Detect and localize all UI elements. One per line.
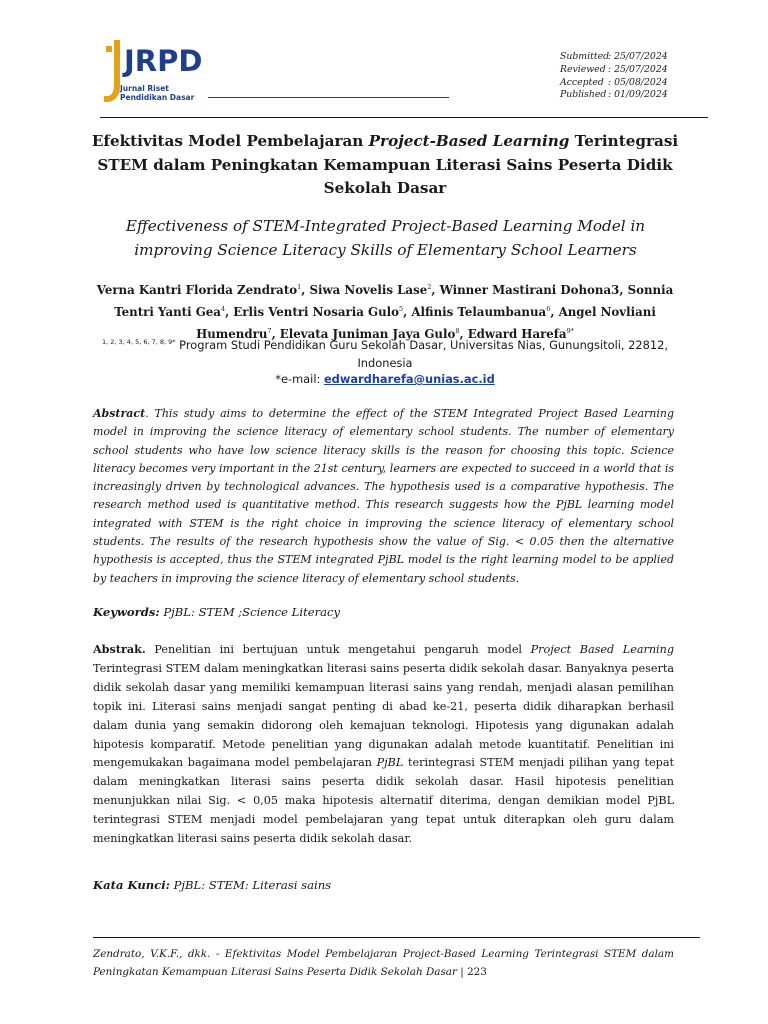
- author: Edward Harefa$^{9*}$: [467, 327, 574, 342]
- author: Siwa Novelis Lase$^2$,: [309, 282, 440, 297]
- logo-underline: [208, 97, 449, 98]
- keywords: Keywords: PjBL: STEM ;Science Literacy: [93, 605, 341, 619]
- affiliation-text: Program Studi Pendidikan Guru Sekolah Dasar, Universitas Nias, Gunungsitoli, 22812, Indonesia: [179, 337, 668, 370]
- date-row: Published : 01/09/2024: [560, 89, 668, 101]
- author: Angel Novliani Humendru$^7$,: [196, 305, 656, 342]
- logo-subtitle: Jurnal Riset Pendidikan Dasar: [120, 84, 195, 102]
- header-divider: [100, 117, 708, 118]
- author: Sonnia Tentri Yanti Gea$^4$,: [114, 282, 674, 320]
- abstrak-label: Abstrak.: [93, 642, 146, 656]
- author: Elevata Juniman Jaya Gulo$^8$,: [279, 327, 468, 342]
- kata-kunci: Kata Kunci: PjBL: STEM: Literasi sains: [93, 878, 332, 892]
- footer-divider: [93, 937, 700, 938]
- date-row: Accepted : 05/08/2024: [560, 76, 668, 88]
- page-footer: [93, 946, 674, 981]
- affiliation: [92, 333, 678, 372]
- affiliation-superscripts: 1, 2, 3, 4, 5, 6, 7, 8, 9*: [102, 338, 176, 346]
- author: Erlis Ventri Nosaria Gulo$^5$,: [233, 305, 412, 320]
- journal-logo: [100, 38, 210, 108]
- paper-title-english: Effectiveness of STEM-Integrated Project-Based Learning Model in improving Science Literacy Skills of Elementary School Learners: [125, 217, 646, 259]
- abstract-text: . This study aims to determine the effect of the STEM Integrated Project Based Learning model in improving the science literacy of elementary school students. The number of elementary school students who have low science literacy skills is the reason for choosing this topic. Science literacy becomes very important in the 21st century, learners are expected to succeed in a world that is increasingly driven by technological advances. The hypothesis used is a comparative hypothesis. The research method used is quantitative method. This research suggests how the PjBL learning model integrated with STEM is the right choice in improving the science literacy of elementary school students. The results of the research hypothesis show the value of Sig. < 0.05 then the alternative hypothesis is accepted, thus the STEM integrated PjBL model is the right learning model to be applied by teachers in improving the science literacy of elementary school students.: [93, 407, 674, 585]
- paper-title: Efektivitas Model Pembelajaran Project-Based Learning Terintegrasi STEM dalam Peningkatan Kemampuan Literasi Sains Peserta Didik Sekolah Dasar: [91, 132, 679, 197]
- page-number: | 223: [456, 965, 487, 978]
- abstract-english: [93, 405, 674, 588]
- footer-citation: Zendrato, V.K.F., dkk. - Efektivitas Model Pembelajaran Project-Based Learning Terintegrasi STEM dalam Peningkatan Kemampuan Literasi Sains Peserta Didik Sekolah Dasar: [93, 948, 674, 978]
- abstract-label: Abstract: [93, 407, 146, 420]
- author: Winner Mastirani Dohona3,: [439, 282, 628, 297]
- abstract-indonesian: Abstrak. Penelitian ini bertujuan untuk mengetahui pengaruh model Project Based Learning Terintegrasi STEM dalam meningkatkan literasi sains peserta didik sekolah dasar. Banyaknya peserta didik sekolah dasar yang memiliki kemampuan literasi sains yang rendah, menjadi alasan pemilihan topik ini. Literasi sains menjadi sangat penting di abad ke-21, peserta didik diharapkan berhasil dalam dunia yang semakin didorong oleh kemajuan teknologi. Hipotesis yang digunakan adalah hipotesis komparatif. Metode penelitian yang digunakan adalah metode kuantitatif. Penelitian ini mengemukakan bagaimana model pembelajaran PjBL terintegrasi STEM menjadi pilihan yang tepat dalam meningkatkan literasi sains peserta didik sekolah dasar. Hasil hipotesis penelitian menunjukkan nilai Sig. < 0,05 maka hipotesis alternatif diterima, dengan demikian model PjBL terintegrasi STEM menjadi model pembelajaran yang tepat untuk diterapkan oleh guru dalam meningkatkan literasi sains peserta didik sekolah dasar.: [93, 642, 674, 846]
- author: Verna Kantri Florida Zendrato$^1$,: [96, 282, 310, 297]
- logo-text: JRPD: [124, 44, 203, 78]
- email-link[interactable]: edwardharefa@unias.ac.id: [323, 372, 495, 386]
- submission-dates: [560, 51, 668, 102]
- date-row: Submitted: 25/07/2024: [560, 51, 668, 62]
- author: Alfinis Telaumbanua$^6$,: [411, 305, 559, 320]
- corresponding-email: *e-mail: edwardharefa@unias.ac.id: [275, 372, 495, 386]
- date-row: Reviewed : 25/07/2024: [560, 63, 668, 75]
